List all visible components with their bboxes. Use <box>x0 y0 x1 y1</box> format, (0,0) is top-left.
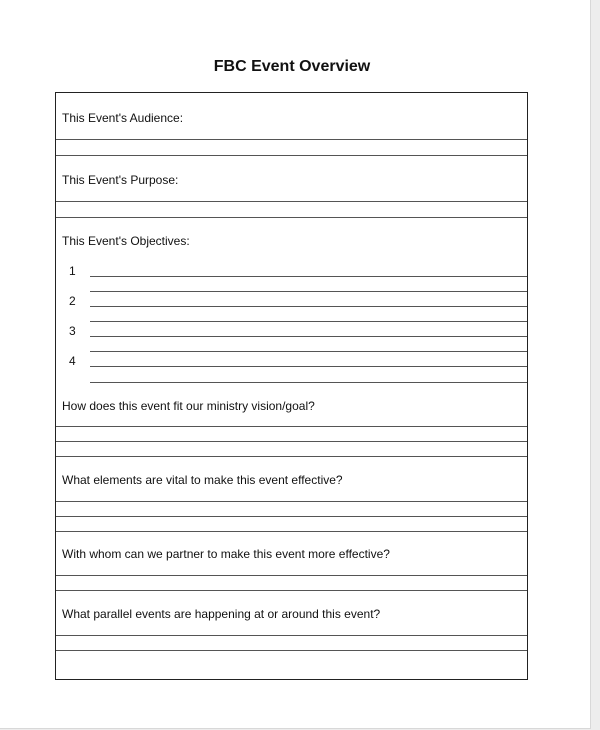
parallel-line-2[interactable] <box>56 650 527 651</box>
section-divider <box>56 531 527 532</box>
vision-line[interactable] <box>56 426 527 427</box>
objective-3-line[interactable] <box>90 336 527 337</box>
objective-number-4: 4 <box>69 354 76 368</box>
section-divider <box>56 590 527 591</box>
vision-label: How does this event fit our ministry vision/goal? <box>62 399 315 413</box>
objective-number-2: 2 <box>69 294 76 308</box>
objective-2-line-2[interactable] <box>90 321 527 322</box>
parallel-line[interactable] <box>56 635 527 636</box>
objective-4-line-2[interactable] <box>90 382 527 383</box>
elements-line-2[interactable] <box>56 516 527 517</box>
vision-line-2[interactable] <box>56 441 527 442</box>
audience-label: This Event's Audience: <box>62 111 184 125</box>
purpose-line[interactable] <box>56 201 527 202</box>
objective-1-line[interactable] <box>90 276 527 277</box>
objective-number-1: 1 <box>69 264 76 278</box>
parallel-label: What parallel events are happening at or around this event? <box>62 607 381 621</box>
event-overview-form <box>55 92 528 680</box>
partners-line[interactable] <box>56 575 527 576</box>
purpose-label: This Event's Purpose: <box>62 173 179 187</box>
elements-label: What elements are vital to make this event effective? <box>62 473 343 487</box>
section-divider <box>56 155 527 156</box>
page-title: FBC Event Overview <box>213 58 371 75</box>
section-divider <box>56 217 527 218</box>
partners-label: With whom can we partner to make this event more effective? <box>62 547 390 561</box>
objective-1-line-2[interactable] <box>90 291 527 292</box>
section-divider <box>56 456 527 457</box>
objective-2-line[interactable] <box>90 306 527 307</box>
objective-4-line[interactable] <box>90 366 527 367</box>
objective-3-line-2[interactable] <box>90 351 527 352</box>
audience-line[interactable] <box>56 139 527 140</box>
objective-number-3: 3 <box>69 324 76 338</box>
objectives-label: This Event's Objectives: <box>62 234 190 248</box>
elements-line[interactable] <box>56 501 527 502</box>
